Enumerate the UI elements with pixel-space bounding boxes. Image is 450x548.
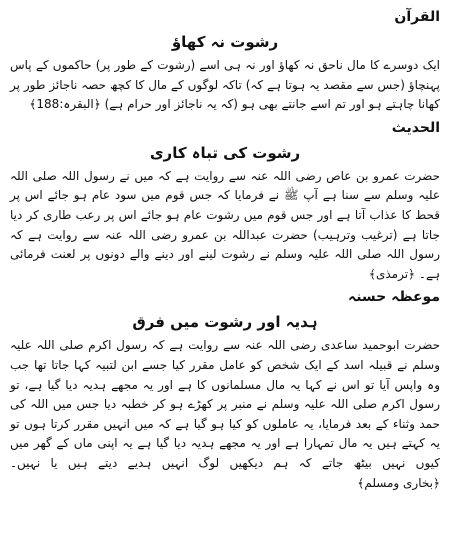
hadith-text: حضرت عمرو بن عاص رضی اللہ عنہ سے روایت ہے کہ میں نے رسول اللہ صلی اللہ علیہ وسلم سے سنا ہے آپ ﷺ نے فرمایا کہ جس قوم میں سود عام ہو جائے اس پر قحط کا عذاب آتا ہے اور جس قوم میں رشوت عام ہو جائے اس پر رعب طاری کر دیا جاتا ہے (ترغیب وترہیب) حضرت عبداللہ بن عمرو رضی اللہ عنہ سے روایت ہے کہ رسول اللہ صلی اللہ علیہ وسلم نے رشوت لینے اور دینے والے دونوں پر لعنت فرمائی ہے۔ <box>10 168 440 281</box>
title-mauiza: ہدیہ اور رشوت میں فرق <box>132 313 318 332</box>
title-hadith: رشوت کی تباہ کاری <box>149 143 301 162</box>
quran-section <box>10 6 440 115</box>
title-quran: رشوت نہ کھاؤ <box>171 33 279 51</box>
hadith-reference: ﴿ترمذی﴾ <box>368 266 416 281</box>
mauiza-reference: ﴿بخاری ومسلم﴾ <box>357 475 440 490</box>
section-heading-hadith: الحدیث <box>391 119 440 136</box>
hadith-section <box>10 117 440 285</box>
mauiza-text: حضرت ابوحمید ساعدی رضی اللہ عنہ سے روایت ہے کہ رسول اکرم صلی اللہ علیہ وسلم نے قبیلہ اسد کے ایک شخص کو عامل مقرر کیا جسے ابن لتبیہ کہا جاتا تھا جب وہ واپس آیا تو اس نے کہا یہ مال مسلمانوں کا ہے اور یہ مجھے ہدیہ دیا گیا ہے، تو رسول اکرم صلی اللہ علیہ وسلم نے منبر پر کھڑے ہو کر خطبہ دیا جس میں اللہ کی حمد وثناء کے بعد فرمایا، یہ عاملوں کو کیا ہو گیا ہے کہ میں انہیں مقرر کرتا ہوں تو یہ کہتے ہیں یہ مال تمہارا ہے اور یہ مجھے ہدیہ دیا گیا ہے یہ اپنی ماں کے گھر میں کیوں نہیں بیٹھ جاتے کہ ہم دیکھیں لوگ انہیں ہدیے دیتے ہیں یا نہیں۔ <box>10 338 440 470</box>
quran-paragraph <box>10 56 440 115</box>
mauiza-paragraph <box>10 336 440 493</box>
section-heading-mauiza: موعظہ حسنہ <box>348 289 440 306</box>
hadith-paragraph <box>10 167 440 285</box>
quran-text: ایک دوسرے کا مال ناحق نہ کھاؤ اور نہ ہی اسے (رشوت کے طور پر) حاکموں کے پاس پہنچاؤ (جس سے مقصد یہ ہوتا ہے کہ) تاکہ لوگوں کے مال کا کچھ حصہ ناجائز طور پر کھانا چاہتے ہو اور تم اسے جانتے بھی ہو (کہ یہ ناجائز اور حرام ہے) <box>10 58 440 112</box>
quran-reference: ﴿البقرہ:188﴾ <box>29 97 101 112</box>
section-heading-quran: القرآن <box>394 9 440 25</box>
mauiza-section <box>10 286 440 493</box>
